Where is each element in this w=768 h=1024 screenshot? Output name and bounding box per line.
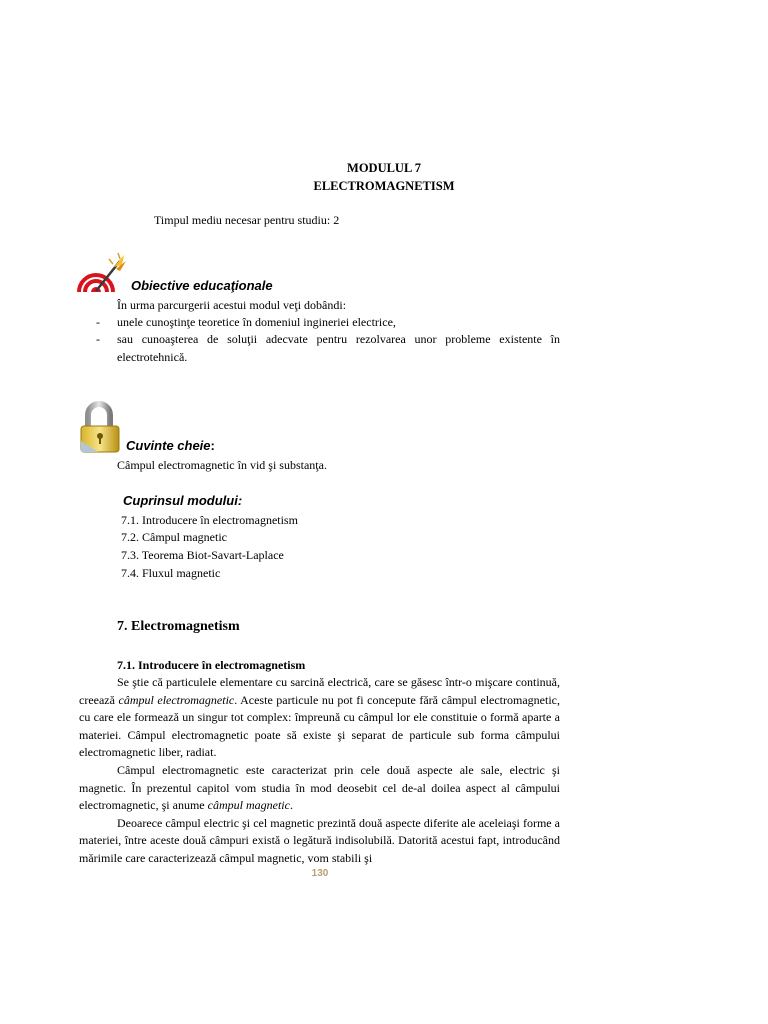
objectives-intro: În urma parcurgerii acestui modul veţi dobândi: bbox=[117, 298, 347, 312]
toc-item: 7.1. Introducere în electromagnetism bbox=[121, 513, 298, 527]
keywords-text: Câmpul electromagnetic în vid şi substanţa. bbox=[117, 458, 327, 472]
body-text bbox=[79, 674, 560, 868]
keywords-heading: Cuvinte cheie: bbox=[126, 438, 215, 453]
objectives-heading: Obiective educaţionale bbox=[131, 278, 273, 293]
objectives-bullet bbox=[96, 314, 560, 332]
page-number: 130 bbox=[311, 868, 329, 879]
toc-item: 7.4. Fluxul magnetic bbox=[121, 566, 221, 580]
target-arrow-icon bbox=[76, 251, 128, 293]
objectives-bullet bbox=[96, 331, 560, 366]
chapter-title: 7. Electromagnetism bbox=[117, 619, 240, 634]
study-time: Timpul mediu necesar pentru studiu: 2 bbox=[154, 213, 340, 227]
toc-item: 7.3. Teorema Biot-Savart-Laplace bbox=[121, 548, 284, 562]
section-title: 7.1. Introducere în electromagnetism bbox=[117, 658, 306, 672]
bullet-dash: - bbox=[96, 332, 100, 346]
bullet-text: unele cunoştinţe teoretice în domeniul ingineriei electrice, bbox=[117, 315, 396, 329]
bullet-dash: - bbox=[96, 315, 100, 329]
module-title: MODULUL 7 bbox=[347, 161, 421, 175]
contents-heading: Cuprinsul modului: bbox=[123, 493, 243, 508]
toc-item: 7.2. Câmpul magnetic bbox=[121, 530, 227, 544]
paragraph: Câmpul electromagnetic este caracterizat prin cele două aspecte ale sale, electric şi magnetic. În prezentul capitol vom studia în mod deosebit cel de-al doilea aspect al câmpului electromagnetic, şi anume câmpul magnetic. bbox=[79, 762, 560, 813]
module-subtitle: ELECTROMAGNETISM bbox=[313, 179, 455, 193]
bullet-text: sau cunoaşterea de soluţii adecvate pentru rezolvarea unor probleme existente în electrotehnică. bbox=[117, 332, 560, 364]
padlock-icon bbox=[78, 401, 122, 453]
paragraph: Se ştie că particulele elementare cu sarcină electrică, care se găsesc într-o mişcare continuă, creează câmpul electromagnetic. Aceste particule nu pot fi concepute fără câmpul electromagnetic, cu care ele formează un singur tot complex: împreună cu câmpul lor ele constituie o formă aparte a materiei. Câmpul electromagnetic poate să existe şi separat de particule sub forma câmpului electromagnetic liber, radiat. bbox=[79, 675, 560, 760]
paragraph: Deoarece câmpul electric şi cel magnetic prezintă două aspecte diferite ale aceleiaşi forme a materiei, între aceste două câmpuri există o legătură indisolubilă. Datorită acestui fapt, introducând mărimile care caracterizează câmpul magnetic, vom stabili şi bbox=[79, 815, 560, 865]
